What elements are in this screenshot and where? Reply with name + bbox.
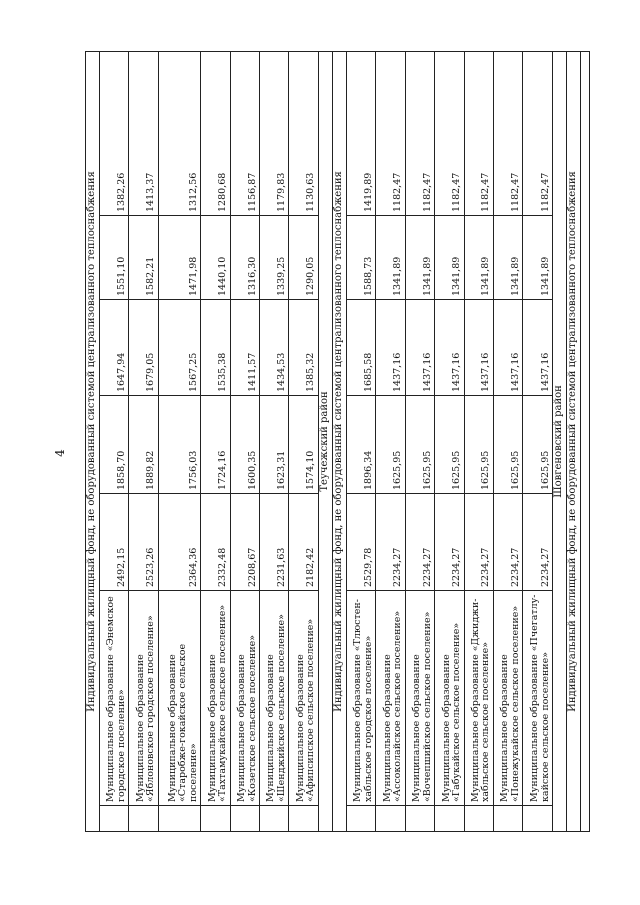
value-cell: 1182,47: [464, 51, 493, 215]
value-cell: 1339,25: [260, 216, 289, 300]
value-cell: 1437,16: [405, 300, 434, 396]
value-cell: 1625,95: [376, 396, 405, 494]
value-cell: 2364,36: [158, 494, 200, 591]
section-header-row: [553, 51, 567, 831]
blank-cell: [346, 806, 375, 832]
value-cell: 1130,63: [289, 51, 318, 215]
blank-cell: [464, 806, 493, 832]
value-cell: 1280,68: [201, 51, 230, 215]
municipality-name: Муниципальное образование «Яблоновское городское поселение»: [129, 591, 158, 806]
value-cell: 1437,16: [464, 300, 493, 396]
blank-cell: [493, 806, 522, 832]
table-row: [435, 51, 464, 831]
value-cell: 1341,89: [435, 216, 464, 300]
blank-cell: [100, 806, 129, 832]
value-cell: 1341,89: [376, 216, 405, 300]
table-row: [523, 51, 553, 831]
value-cell: 2332,48: [201, 494, 230, 591]
value-cell: 1341,89: [523, 216, 553, 300]
value-cell: 1535,38: [201, 300, 230, 396]
value-cell: 1588,73: [346, 216, 375, 300]
section-header: Теучежский район: [318, 51, 332, 831]
municipality-name: Муниципальное образование «Тахтамукайское сельское поселение»: [201, 591, 230, 806]
table-row: [405, 51, 434, 831]
section-header: Индивидуальный жилищный фонд, не оборудованный системой централизованного теплоснабжения: [567, 51, 581, 831]
value-cell: 1440,10: [201, 216, 230, 300]
value-cell: 1889,82: [129, 396, 158, 494]
section-header-row: [567, 51, 581, 831]
blank-cell: [523, 806, 553, 832]
value-cell: 2231,63: [260, 494, 289, 591]
value-cell: 2234,27: [435, 494, 464, 591]
value-cell: 1625,95: [405, 396, 434, 494]
value-cell: 1600,35: [230, 396, 259, 494]
value-cell: 1582,21: [129, 216, 158, 300]
value-cell: 1679,05: [129, 300, 158, 396]
value-cell: 1623,31: [260, 396, 289, 494]
value-cell: 1574,10: [289, 396, 318, 494]
value-cell: 1437,16: [376, 300, 405, 396]
value-cell: 2523,26: [129, 494, 158, 591]
table-row: [230, 51, 259, 831]
value-cell: 1182,47: [435, 51, 464, 215]
section-header: Индивидуальный жилищный фонд, не оборудованный системой централизованного теплоснабжения: [86, 51, 100, 831]
value-cell: 1437,16: [435, 300, 464, 396]
value-cell: 2234,27: [523, 494, 553, 591]
value-cell: 1182,47: [405, 51, 434, 215]
municipality-name: Муниципальное образование «Джиджи-хабльское сельское поселение»: [464, 591, 493, 806]
value-cell: 1419,89: [346, 51, 375, 215]
municipality-name: Муниципальное образование «Ассоколайское сельское поселение»: [376, 591, 405, 806]
section-header-row: [332, 51, 346, 831]
section-header: Шовгеновский район: [553, 51, 567, 831]
page-number: 4: [53, 449, 67, 457]
value-cell: 2234,27: [493, 494, 522, 591]
value-cell: 1182,47: [493, 51, 522, 215]
tariff-table: [85, 51, 590, 832]
value-cell: 1290,05: [289, 216, 318, 300]
value-cell: 1437,16: [493, 300, 522, 396]
blank-cell: [158, 806, 200, 832]
section-header-row: [318, 51, 332, 831]
value-cell: 1567,25: [158, 300, 200, 396]
municipality-name: Муниципальное образование «Энемское городское поселение»: [100, 591, 129, 806]
value-cell: 2182,42: [289, 494, 318, 591]
blank-cell: [435, 806, 464, 832]
value-cell: 1413,37: [129, 51, 158, 215]
trailing-blank-row: [581, 51, 590, 831]
value-cell: 1625,95: [464, 396, 493, 494]
blank-cell: [129, 806, 158, 832]
value-cell: 1625,95: [435, 396, 464, 494]
blank-cell: [581, 51, 590, 831]
value-cell: 1156,87: [230, 51, 259, 215]
municipality-name: Муниципальное образование «Пчегатлу-кайское сельское поселение»: [523, 591, 553, 806]
table-row: [493, 51, 522, 831]
value-cell: 1724,16: [201, 396, 230, 494]
blank-cell: [405, 806, 434, 832]
blank-cell: [289, 806, 318, 832]
value-cell: 2529,78: [346, 494, 375, 591]
blank-cell: [201, 806, 230, 832]
value-cell: 1316,30: [230, 216, 259, 300]
municipality-name: Муниципальное образование «Понежукайское сельское поселение»: [493, 591, 522, 806]
municipality-name: Муниципальное образование «Старобже-гокайское сельское поселение»: [158, 591, 200, 806]
table-row: [260, 51, 289, 831]
municipality-name: Муниципальное образование «Тлюстен-хабльское городское поселение»: [346, 591, 375, 806]
value-cell: 2234,27: [376, 494, 405, 591]
value-cell: 1471,98: [158, 216, 200, 300]
value-cell: 1341,89: [464, 216, 493, 300]
table-body: [86, 51, 590, 831]
value-cell: 1385,32: [289, 300, 318, 396]
municipality-name: Муниципальное образование «Габукайское сельское поселение»: [435, 591, 464, 806]
table-row: [464, 51, 493, 831]
value-cell: 1182,47: [523, 51, 553, 215]
value-cell: 1896,34: [346, 396, 375, 494]
value-cell: 1182,47: [376, 51, 405, 215]
section-header-row: [86, 51, 100, 831]
table-row: [100, 51, 129, 831]
value-cell: 2234,27: [464, 494, 493, 591]
value-cell: 1858,70: [100, 396, 129, 494]
table-row: [158, 51, 200, 831]
value-cell: 1312,56: [158, 51, 200, 215]
value-cell: 1341,89: [493, 216, 522, 300]
value-cell: 1647,94: [100, 300, 129, 396]
value-cell: 1341,89: [405, 216, 434, 300]
value-cell: 1685,58: [346, 300, 375, 396]
rotated-table-container: [85, 52, 590, 832]
table-row: [129, 51, 158, 831]
municipality-name: Муниципальное образование «Козетское сельское поселение»: [230, 591, 259, 806]
value-cell: 2208,67: [230, 494, 259, 591]
blank-cell: [376, 806, 405, 832]
value-cell: 1551,10: [100, 216, 129, 300]
value-cell: 1625,95: [493, 396, 522, 494]
municipality-name: Муниципальное образование «Шенджийское сельское поселение»: [260, 591, 289, 806]
section-header: Индивидуальный жилищный фонд, не оборудованный системой централизованного теплоснабжения: [332, 51, 346, 831]
table-row: [346, 51, 375, 831]
value-cell: 1382,26: [100, 51, 129, 215]
table-row: [201, 51, 230, 831]
value-cell: 2234,27: [405, 494, 434, 591]
value-cell: 1179,83: [260, 51, 289, 215]
blank-cell: [230, 806, 259, 832]
municipality-name: Муниципальное образование «Вочепшийское сельское поселение»: [405, 591, 434, 806]
value-cell: 2492,15: [100, 494, 129, 591]
blank-cell: [260, 806, 289, 832]
municipality-name: Муниципальное образование «Афипсипское сельское поселение»: [289, 591, 318, 806]
value-cell: 1625,95: [523, 396, 553, 494]
value-cell: 1756,03: [158, 396, 200, 494]
value-cell: 1437,16: [523, 300, 553, 396]
table-row: [376, 51, 405, 831]
value-cell: 1434,53: [260, 300, 289, 396]
table-row: [289, 51, 318, 831]
value-cell: 1411,57: [230, 300, 259, 396]
